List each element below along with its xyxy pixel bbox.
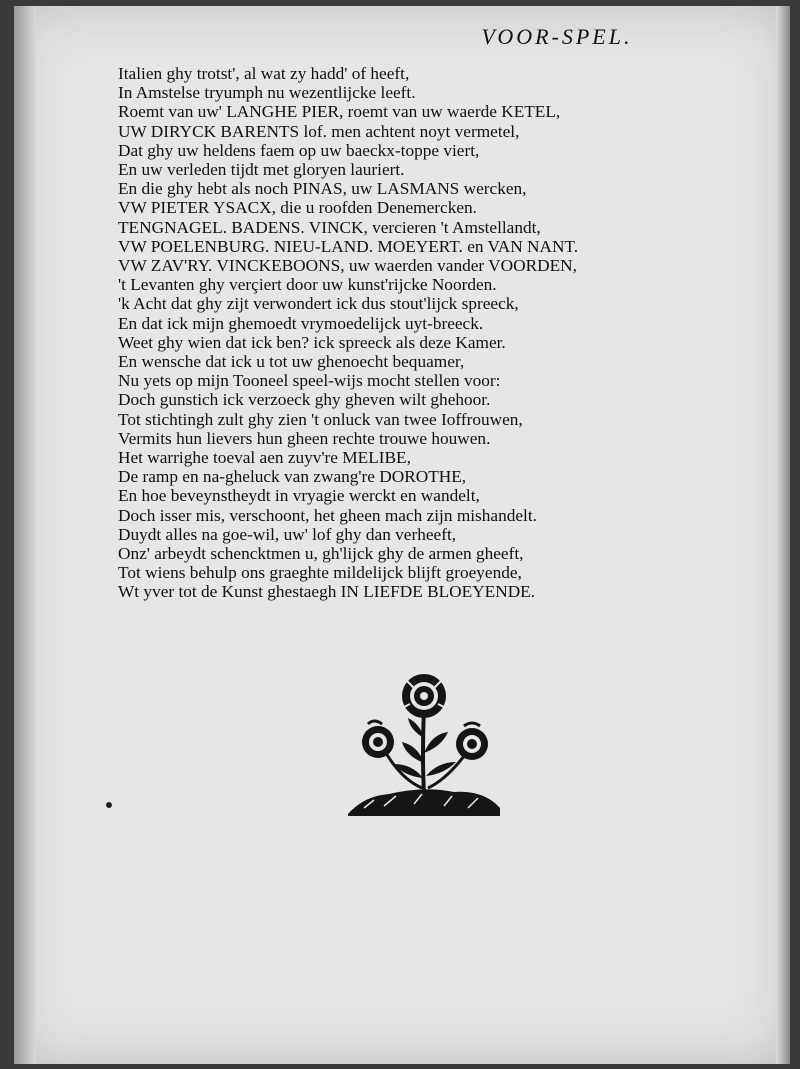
poem-line: UW DIRYCK BARENTS lof. men achtent noyt vermetel, [118,121,520,141]
book-page [14,6,790,1064]
poem-line: VW POELENBURG. NIEU-LAND. MOEYERT. en VAN NANT. [118,236,579,256]
poem-line: Tot stichtingh zult ghy zien 't onluck van twee Ioffrouwen, [118,409,523,429]
page-edge [776,6,790,1064]
flower-vignette-icon [344,668,504,818]
poem-line: Weet ghy wien dat ick ben? ick spreeck als deze Kamer. [118,332,506,352]
poem-text [118,64,718,602]
poem-line: 'k Acht dat ghy zijt verwondert ick dus stout'lijck spreeck, [118,294,519,314]
poem-line: Wt yver tot de Kunst ghestaegh IN LIEFDE BLOEYENDE. [118,582,536,602]
poem-line: In Amstelse tryumph nu wezentlijcke leeft. [118,83,416,103]
poem-line: Duydt alles na goe-wil, uw' lof ghy dan verheeft, [118,524,457,544]
poem-line: Onz' arbeydt schencktmen u, gh'lijck ghy de armen gheeft, [118,544,524,564]
page-header [14,24,790,50]
poem-line: 't Levanten ghy verçiert door uw kunst'rijcke Noorden. [118,275,497,295]
poem-line: VW ZAV'RY. VINCKEBOONS, uw waerden vander VOORDEN, [118,256,577,276]
poem-line: En wensche dat ick u tot uw ghenoecht bequamer, [118,352,465,372]
page-gutter [14,6,36,1064]
poem-line: Doch gunstich ick verzoeck ghy gheven wilt ghehoor. [118,390,491,410]
poem-line: TENGNAGEL. BADENS. VINCK, vercieren 't Amstellandt, [118,217,541,237]
poem-line: En die ghy hebt als noch PINAS, uw LASMANS wercken, [118,179,527,199]
poem-line: En dat ick mijn ghemoedt vrymoedelijck uyt-breeck. [118,313,484,333]
poem-line: Roemt van uw' LANGHE PIER, roemt van uw waerde KETEL, [118,102,561,122]
poem-line: Nu yets op mijn Tooneel speel-wijs mocht stellen voor: [118,371,501,391]
poem-line: Doch isser mis, verschoont, het gheen mach zijn mishandelt. [118,505,537,525]
poem-line: Het warrighe toeval aen zuyv're MELIBE, [118,448,411,468]
poem-line: Italien ghy trotst', al wat zy hadd' of heeft, [118,64,410,83]
poem-line: Tot wiens behulp ons graeghte mildelijck blijft groeyende, [118,563,522,583]
poem-line: En uw verleden tijdt met gloryen lauriert. [118,160,405,180]
poem-line: Vermits hun lievers hun gheen rechte trouwe houwen. [118,428,491,448]
poem-line: VW PIETER YSACX, die u roofden Denemercken. [118,198,477,218]
poem-line: De ramp en na-gheluck van zwang're DOROTHE, [118,467,467,487]
poem-line: Dat ghy uw heldens faem op uw baeckx-toppe viert, [118,140,480,160]
poem-line: En hoe beveynstheydt in vryagie werckt en wandelt, [118,486,480,506]
page-title: VOOR-SPEL. [481,24,633,49]
ink-speck [106,802,112,808]
